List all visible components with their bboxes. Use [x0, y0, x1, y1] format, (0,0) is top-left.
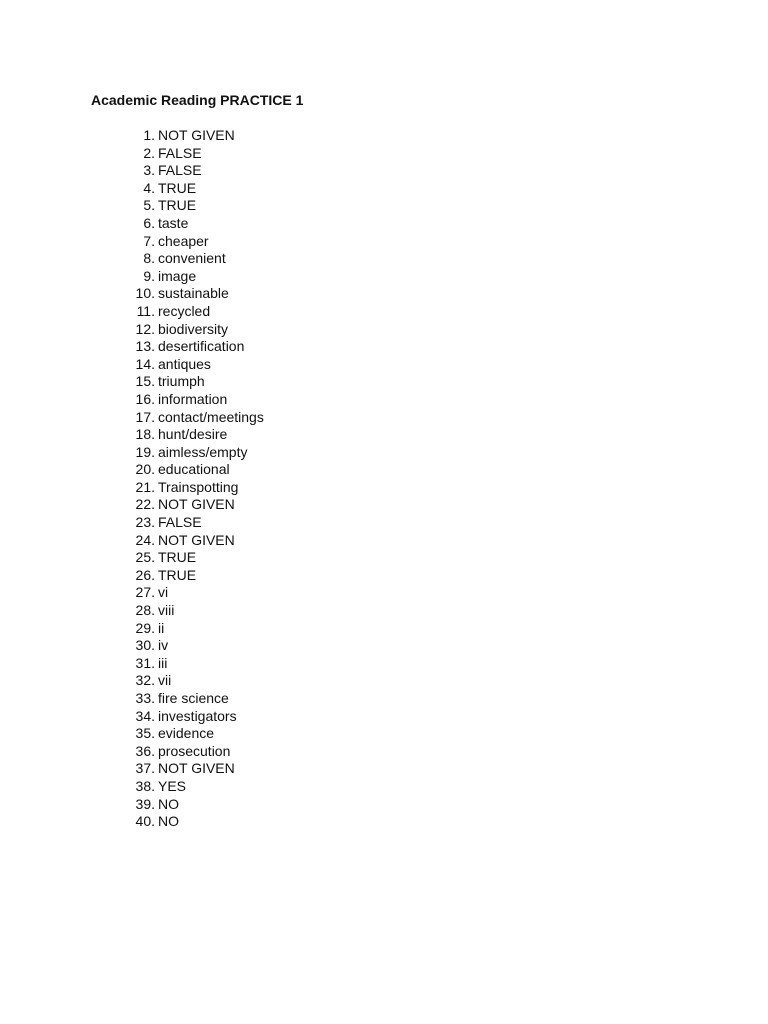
answer-text: recycled: [158, 302, 211, 319]
answer-text: FALSE: [158, 514, 202, 531]
answer-number: 36.: [135, 742, 155, 759]
answer-text: evidence: [158, 725, 215, 742]
answer-number: 27.: [135, 584, 155, 601]
answer-number: 26.: [135, 566, 155, 583]
answer-number: 7.: [143, 232, 155, 249]
answer-number: 37.: [135, 760, 155, 777]
answer-text: prosecution: [158, 742, 231, 759]
answer-number: 8.: [143, 250, 155, 267]
answer-number: 24.: [135, 531, 155, 548]
answer-number: 15.: [135, 373, 155, 390]
answer-number: 21.: [135, 478, 155, 495]
answer-number: 18.: [135, 426, 155, 443]
answer-text: cheaper: [158, 232, 209, 249]
answer-text: aimless/empty: [158, 443, 248, 460]
answer-text: antiques: [158, 355, 211, 372]
answer-text: hunt/desire: [158, 426, 228, 443]
answer-text: taste: [158, 214, 189, 231]
answer-text: iv: [158, 637, 169, 654]
answer-number: 28.: [135, 602, 155, 619]
answer-number: 4.: [143, 179, 155, 196]
answer-number: 3.: [143, 162, 155, 179]
answer-number: 19.: [135, 443, 155, 460]
answer-text: biodiversity: [158, 320, 229, 337]
answer-text: NOT GIVEN: [158, 127, 235, 143]
answer-number: 34.: [135, 707, 155, 724]
answer-number: 5.: [143, 197, 155, 214]
answer-text: NO: [158, 795, 179, 812]
answer-text: sustainable: [158, 285, 229, 302]
page-title: Academic Reading PRACTICE 1: [91, 92, 304, 108]
answer-number: 30.: [135, 637, 155, 654]
answer-text: vi: [158, 584, 169, 601]
answer-number: 31.: [135, 654, 155, 671]
answer-number: 16.: [135, 390, 155, 407]
answer-text: NOT GIVEN: [158, 760, 235, 777]
answer-number: 32.: [135, 672, 155, 689]
answer-text: iii: [158, 654, 168, 671]
answer-number: 12.: [135, 320, 155, 337]
answer-number: 20.: [135, 461, 155, 478]
answer-number: 29.: [135, 619, 155, 636]
answer-number: 40.: [135, 813, 155, 830]
answer-text: educational: [158, 461, 230, 478]
answer-text: image: [158, 267, 197, 284]
answer-text: Trainspotting: [158, 478, 239, 495]
answer-number: 10.: [135, 285, 155, 302]
answer-number: 25.: [135, 549, 155, 566]
answer-number: 33.: [135, 690, 155, 706]
answer-number: 23.: [135, 514, 155, 531]
answer-number: 38.: [135, 777, 155, 794]
answer-text: YES: [158, 777, 187, 794]
answer-number: 2.: [143, 144, 155, 161]
answer-number: 17.: [135, 408, 155, 425]
answer-number: 6.: [143, 214, 155, 231]
answer-text: TRUE: [158, 179, 197, 196]
answer-number: 11.: [136, 302, 155, 319]
answer-text: triumph: [158, 373, 205, 390]
answer-text: FALSE: [158, 162, 202, 179]
answer-number: 1.: [143, 127, 155, 143]
answer-number: 39.: [135, 795, 155, 812]
answer-text: NOT GIVEN: [158, 496, 235, 513]
answer-text: viii: [158, 602, 175, 619]
answer-text: vii: [158, 672, 172, 689]
answer-number: 9.: [143, 267, 155, 284]
answer-text: ii: [158, 619, 165, 636]
answer-text: fire science: [158, 690, 229, 706]
answer-text: contact/meetings: [158, 408, 264, 425]
answer-text: TRUE: [158, 549, 197, 566]
answer-number: 14.: [135, 355, 155, 372]
answer-text: FALSE: [158, 144, 202, 161]
answer-text: TRUE: [158, 197, 197, 214]
answer-text: desertification: [158, 338, 245, 355]
answer-number: 13.: [135, 338, 155, 355]
answer-text: investigators: [158, 707, 237, 724]
answer-text: NOT GIVEN: [158, 531, 235, 548]
answer-number: 22.: [135, 496, 155, 513]
answer-text: information: [158, 390, 228, 407]
answer-text: convenient: [158, 250, 226, 267]
answer-text: TRUE: [158, 566, 197, 583]
answer-text: NO: [158, 813, 179, 830]
answer-number: 35.: [135, 725, 155, 742]
